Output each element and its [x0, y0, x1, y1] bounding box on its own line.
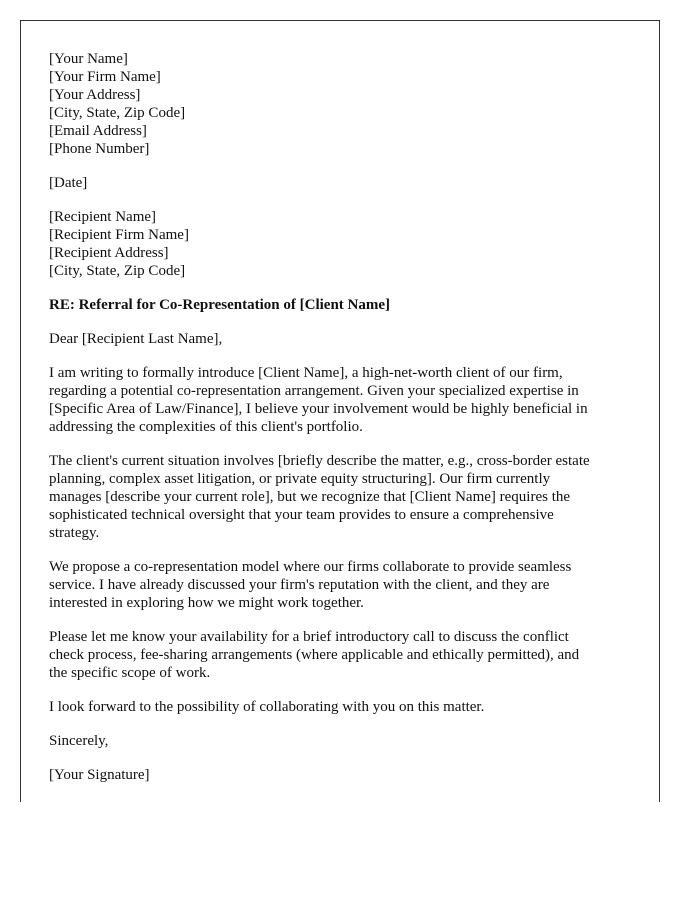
paragraph-line: We propose a co-representation model where our firms collaborate to provide seamless — [49, 559, 572, 575]
paragraph-line: addressing the complexities of this client's portfolio. — [49, 419, 363, 435]
paragraph-line: regarding a potential co-representation arrangement. Given your specialized expertise in — [49, 383, 579, 399]
recipient-name: [Recipient Name] — [49, 209, 157, 225]
paragraph-line: Please let me know your availability for a brief introductory call to discuss the conflict — [49, 629, 569, 645]
recipient-firm: [Recipient Firm Name] — [49, 227, 189, 243]
paragraph-line: strategy. — [49, 525, 100, 541]
paragraph-line: I look forward to the possibility of collaborating with you on this matter. — [49, 699, 485, 715]
salutation: Dear [Recipient Last Name], — [49, 331, 223, 347]
paragraph-line: manages [describe your current role], but we recognize that [Client Name] requires the — [49, 489, 571, 505]
sender-email: [Email Address] — [49, 123, 147, 139]
sender-block — [49, 50, 659, 158]
closing: Sincerely, — [49, 733, 109, 749]
paragraph-line: planning, complex asset litigation, or private equity structuring]. Our firm currently — [49, 471, 551, 487]
sender-address: [Your Address] — [49, 87, 141, 103]
paragraph-line: sophisticated technical oversight that your team provides to ensure a comprehensive — [49, 507, 554, 523]
body-paragraph — [49, 558, 659, 612]
sender-firm: [Your Firm Name] — [49, 69, 161, 85]
body-paragraph — [49, 698, 659, 716]
body-paragraph — [49, 628, 659, 682]
paragraph-line: [Specific Area of Law/Finance], I believe your involvement would be highly beneficial in — [49, 401, 588, 417]
paragraph-line: I am writing to formally introduce [Client Name], a high-net-worth client of our firm, — [49, 365, 563, 381]
letter-page — [20, 20, 660, 802]
recipient-city: [City, State, Zip Code] — [49, 263, 186, 279]
signature: [Your Signature] — [49, 767, 150, 783]
sender-phone: [Phone Number] — [49, 141, 150, 157]
body-paragraph — [49, 364, 659, 436]
recipient-block — [49, 208, 659, 280]
paragraph-line: the specific scope of work. — [49, 665, 211, 681]
sender-city: [City, State, Zip Code] — [49, 105, 186, 121]
paragraph-line: service. I have already discussed your firm's reputation with the client, and they are — [49, 577, 550, 593]
recipient-address: [Recipient Address] — [49, 245, 169, 261]
paragraph-line: interested in exploring how we might work together. — [49, 595, 364, 611]
body-paragraph — [49, 452, 659, 542]
paragraph-line: The client's current situation involves [briefly describe the matter, e.g., cross-border estate — [49, 453, 590, 469]
sender-name: [Your Name] — [49, 51, 128, 67]
subject-line: RE: Referral for Co-Representation of [Client Name] — [49, 297, 391, 313]
paragraph-line: check process, fee-sharing arrangements (where applicable and ethically permitted), and — [49, 647, 580, 663]
date: [Date] — [49, 175, 88, 191]
